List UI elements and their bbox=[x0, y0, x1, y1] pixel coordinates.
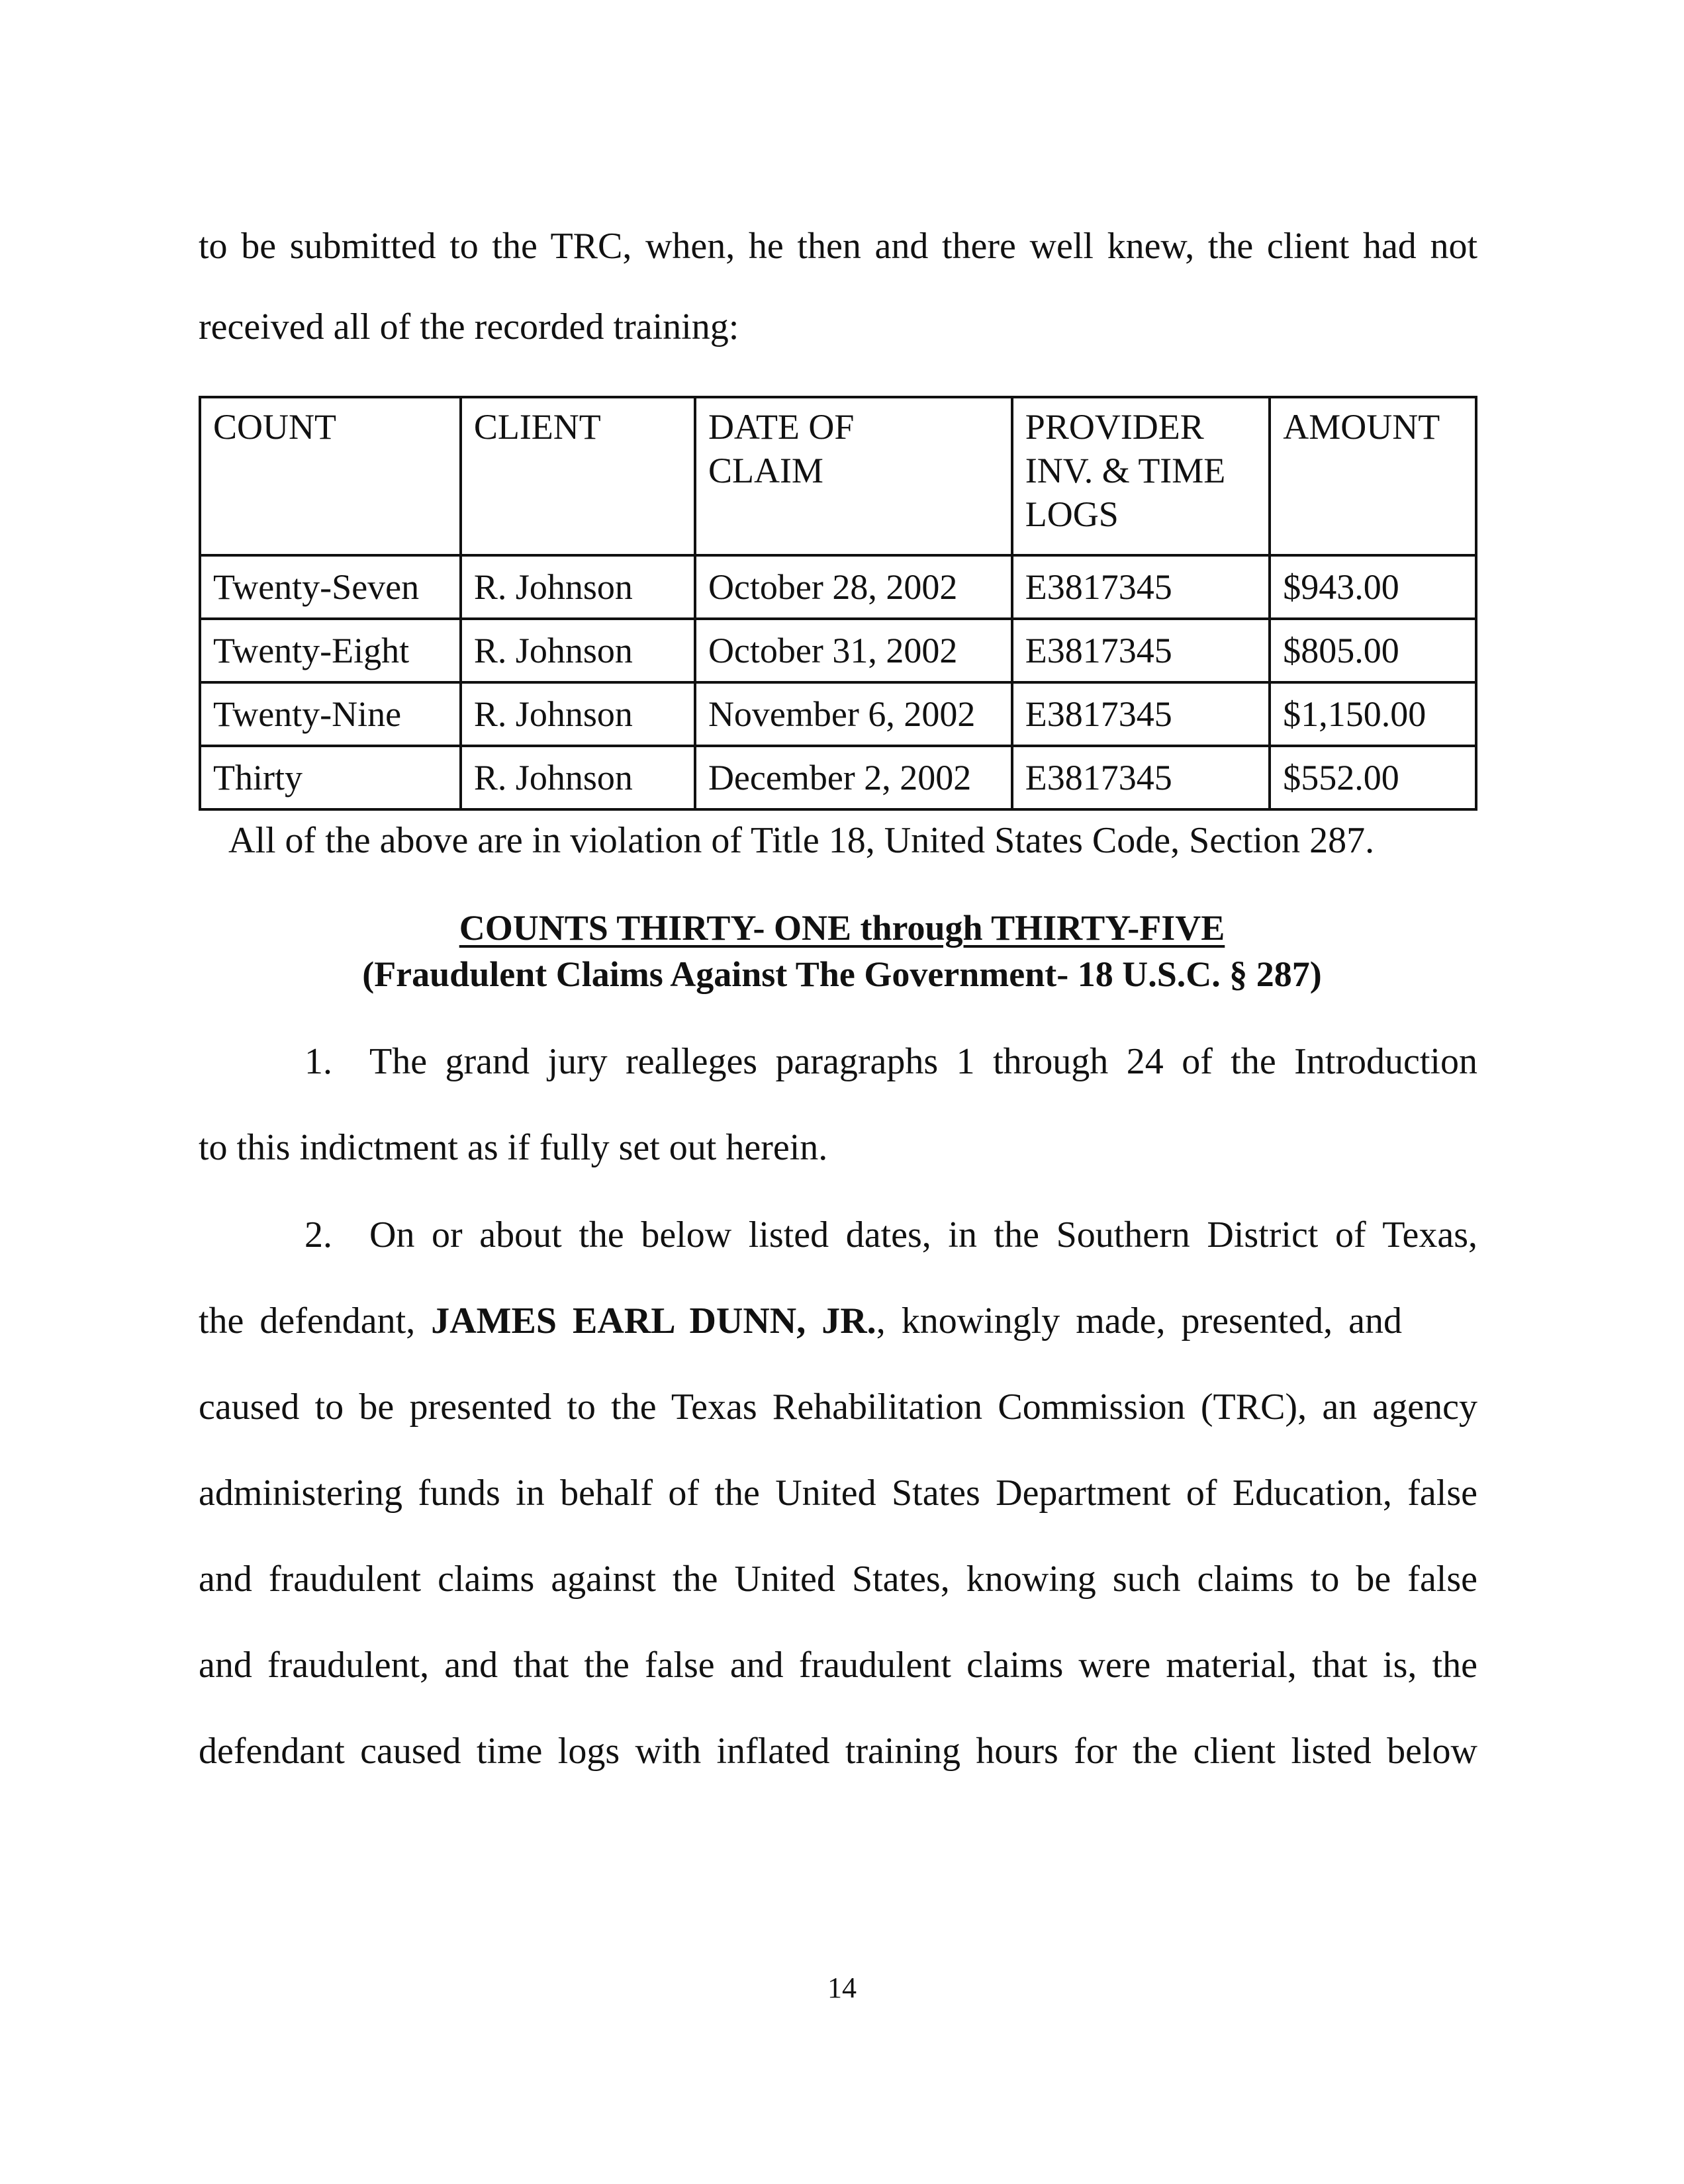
cell-count: Thirty bbox=[200, 746, 461, 809]
paragraph-number: 2. bbox=[304, 1214, 332, 1255]
paragraph-2-line-3: caused to be presented to the Texas Rehabilitation Commission (TRC), an agency bbox=[199, 1387, 1477, 1428]
cell-client: R. Johnson bbox=[461, 555, 695, 619]
table-header-row bbox=[200, 397, 1476, 555]
cell-amount: $552.00 bbox=[1270, 746, 1476, 809]
cell-amount: $943.00 bbox=[1270, 555, 1476, 619]
header-client: CLIENT bbox=[461, 397, 695, 555]
paragraph-2-text: On or about the below listed dates, in the Southern District of Texas, bbox=[369, 1214, 1477, 1255]
cell-amount: $1,150.00 bbox=[1270, 682, 1476, 746]
cell-provider: E3817345 bbox=[1012, 555, 1270, 619]
paragraph-2-line-7: defendant caused time logs with inflated training hours for the client listed below bbox=[199, 1731, 1477, 1772]
table-row bbox=[200, 682, 1476, 746]
paragraph-2-line-6: and fraudulent, and that the false and fraudulent claims were material, that is, the bbox=[199, 1645, 1477, 1686]
paragraph-2-line-2 bbox=[199, 1300, 1477, 1342]
cell-provider: E3817345 bbox=[1012, 682, 1270, 746]
violation-statement: All of the above are in violation of Title 18, United States Code, Section 287. bbox=[228, 820, 1375, 861]
paragraph-number: 1. bbox=[304, 1041, 332, 1082]
cell-client: R. Johnson bbox=[461, 682, 695, 746]
cell-count: Twenty-Seven bbox=[200, 555, 461, 619]
cell-date: November 6, 2002 bbox=[695, 682, 1012, 746]
paragraph-2-line-5: and fraudulent claims against the United States, knowing such claims to be false bbox=[199, 1559, 1477, 1600]
paragraph-2-line-4: administering funds in behalf of the United States Department of Education, false bbox=[199, 1473, 1477, 1514]
page-number: 14 bbox=[827, 1972, 857, 2004]
table-row bbox=[200, 746, 1476, 809]
cell-count: Twenty-Nine bbox=[200, 682, 461, 746]
cell-client: R. Johnson bbox=[461, 619, 695, 682]
cell-amount: $805.00 bbox=[1270, 619, 1476, 682]
paragraph-1-line-2: to this indictment as if fully set out herein. bbox=[199, 1127, 828, 1168]
cell-date: December 2, 2002 bbox=[695, 746, 1012, 809]
section-subtitle: (Fraudulent Claims Against The Government- 18 U.S.C. § 287) bbox=[362, 954, 1322, 994]
intro-line-1: to be submitted to the TRC, when, he then and there well knew, the client had not bbox=[199, 226, 1477, 267]
paragraph-2-line-1 bbox=[199, 1214, 1477, 1256]
table-row bbox=[200, 619, 1476, 682]
table-row bbox=[200, 555, 1476, 619]
cell-provider: E3817345 bbox=[1012, 619, 1270, 682]
cell-date: October 31, 2002 bbox=[695, 619, 1012, 682]
cell-date: October 28, 2002 bbox=[695, 555, 1012, 619]
text-segment: , knowingly made, presented, and bbox=[876, 1300, 1402, 1342]
section-heading bbox=[0, 907, 1684, 949]
section-title: COUNTS THIRTY- ONE through THIRTY-FIVE bbox=[459, 908, 1225, 948]
cell-client: R. Johnson bbox=[461, 746, 695, 809]
text-segment: the defendant, bbox=[199, 1300, 416, 1342]
defendant-name: JAMES EARL DUNN, JR. bbox=[431, 1300, 876, 1342]
cell-provider: E3817345 bbox=[1012, 746, 1270, 809]
header-count: COUNT bbox=[200, 397, 461, 555]
header-date-of-claim: DATE OF CLAIM bbox=[695, 397, 1012, 555]
cell-count: Twenty-Eight bbox=[200, 619, 461, 682]
paragraph-1-text: The grand jury realleges paragraphs 1 through 24 of the Introduction bbox=[369, 1041, 1477, 1082]
intro-line-2: received all of the recorded training: bbox=[199, 306, 739, 347]
claims-table bbox=[199, 396, 1477, 811]
header-amount: AMOUNT bbox=[1270, 397, 1476, 555]
paragraph-1-line-1 bbox=[199, 1040, 1477, 1083]
header-provider: PROVIDER INV. & TIME LOGS bbox=[1012, 397, 1270, 555]
